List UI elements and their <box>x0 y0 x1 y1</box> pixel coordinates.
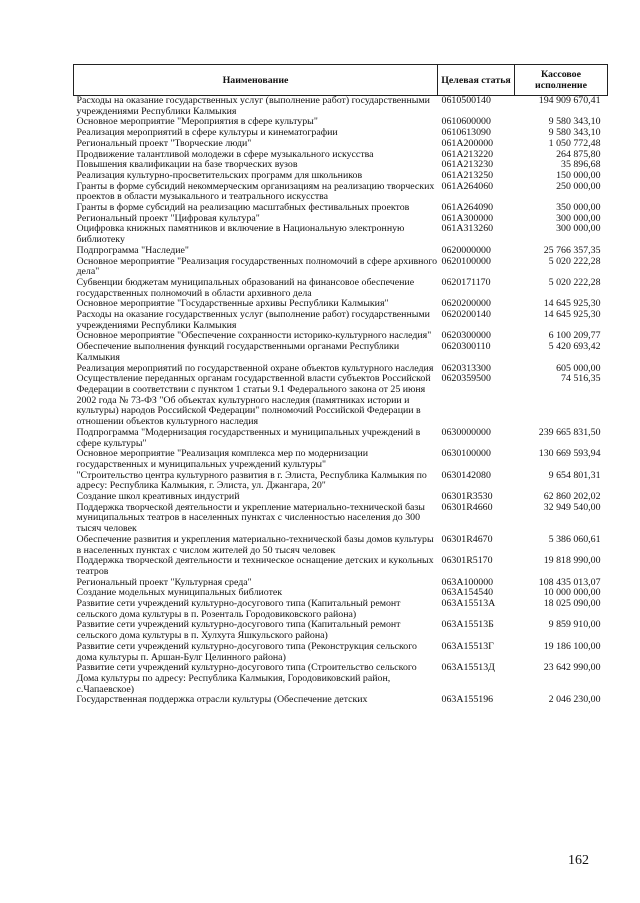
table-row <box>74 257 608 278</box>
row-code-cell: 06301R5170 <box>441 555 493 567</box>
row-amount-cell: 5 386 060,61 <box>548 533 601 545</box>
row-amount-cell: 239 665 831,50 <box>538 426 601 438</box>
row-name-cell: Создание школ креативных индустрий <box>76 491 240 503</box>
row-amount-cell: 1 050 772,48 <box>548 137 601 149</box>
table-row <box>74 663 608 695</box>
row-code-cell: 0620300110 <box>441 341 491 353</box>
row-amount-cell: 23 642 990,00 <box>543 662 601 674</box>
row-name-cell: Основное мероприятие "Реализация комплекса мер по модернизации государственных и муниципальных учреждений культуры" <box>76 448 369 470</box>
row-code-cell: 06301R4660 <box>441 501 493 513</box>
row-name-cell: Расходы на оказание государственных услуг (выполнение работ) государственными учреждениями Республики Калмыкия <box>76 309 430 331</box>
table-row <box>74 224 608 245</box>
row-code-cell: 063A155196 <box>441 694 494 706</box>
header-target-article: Целевая статья <box>438 65 515 96</box>
row-code-cell: 061A200000 <box>441 137 494 149</box>
row-name-cell: Реализация мероприятий в сфере культуры и кинематографии <box>76 127 338 139</box>
row-amount-cell: 14 645 925,30 <box>543 309 601 321</box>
table-row <box>74 246 608 257</box>
row-amount-cell: 150 000,00 <box>556 169 601 181</box>
row-name-cell: Осуществление переданных органам государственной власти субъектов Российской Федерации в соответствии с пунктом 1 статьи 9.1 Федерального закона от 25 июня 2002 года № 73-ФЗ "Об объектах культурного наследия (памятниках истории и культуры) народов Российской Федерации" полномочий Российской Федерации в отношении объектов культурного наследия <box>76 373 431 428</box>
row-name-cell: Поддержка творческой деятельности и укрепление материально-технической базы муниципальных театров в населенных пунктах с численностью населения до 300 тысяч человек <box>76 501 425 535</box>
table-row <box>74 278 608 299</box>
budget-execution-table <box>73 64 608 706</box>
row-code-cell: 061A264060 <box>441 180 494 192</box>
row-amount-cell: 19 186 100,00 <box>543 640 601 652</box>
row-amount-cell: 9 580 343,10 <box>548 116 601 128</box>
row-code-cell: 0610613090 <box>441 127 491 139</box>
row-amount-cell: 2 046 230,00 <box>548 694 601 706</box>
row-name-cell: Развитие сети учреждений культурно-досугового типа (Реконструкция сельского дома культуры п. Аршан-Булг Целинного района) <box>76 640 417 663</box>
row-code-cell: 063A154540 <box>441 587 494 599</box>
row-code-cell: 0630100000 <box>441 448 491 460</box>
row-amount-cell: 605 000,00 <box>556 362 601 374</box>
row-name-cell: Развитие сети учреждений культурно-досугового типа (Капитальный ремонт сельского дома культуры в п. Розенталь Городовиковского района) <box>76 598 401 620</box>
row-amount-cell: 9 654 801,31 <box>548 469 601 481</box>
row-amount-cell: 6 100 209,77 <box>548 330 601 342</box>
row-amount-cell: 108 435 013,07 <box>538 576 601 588</box>
row-name-cell: Региональный проект "Цифровая культура" <box>76 212 260 224</box>
row-name-cell: Реализация культурно-просветительских программ для школьников <box>76 169 363 181</box>
table-row <box>74 310 608 331</box>
row-amount-cell: 5 020 222,28 <box>548 255 601 267</box>
header-name: Наименование <box>74 65 438 96</box>
table-row <box>74 374 608 428</box>
row-code-cell: 063A15513A <box>441 598 496 610</box>
row-amount-cell: 250 000,00 <box>556 180 601 192</box>
row-name-cell: Подпрограмма "Модернизация государственных и муниципальных учреждений в сфере культуры" <box>76 426 421 449</box>
row-code-cell: 0620313300 <box>441 362 491 374</box>
row-name-cell: Региональный проект "Культурная среда" <box>76 576 252 588</box>
row-amount-cell: 300 000,00 <box>556 212 601 224</box>
row-code-cell: 0620300000 <box>441 330 491 342</box>
table-row <box>74 139 608 150</box>
table-row <box>74 695 608 706</box>
table-row <box>74 642 608 663</box>
row-amount-cell: 9 859 910,00 <box>548 619 601 631</box>
row-name-cell: Развитие сети учреждений культурно-досугового типа (Строительство сельского Дома культуры по адресу: Республика Калмыкия, Городовиковский район, с.Чапаевское) <box>76 662 417 695</box>
row-amount-cell: 350 000,00 <box>556 202 601 214</box>
row-name-cell: Основное мероприятие "Мероприятия в сфере культуры" <box>76 116 318 128</box>
row-code-cell: 0620171170 <box>441 276 491 288</box>
table-row <box>74 503 608 535</box>
row-code-cell: 06301R4670 <box>441 533 493 545</box>
row-amount-cell: 35 896,68 <box>561 159 601 171</box>
table-header-row <box>74 65 608 96</box>
row-name-cell: Субвенции бюджетам муниципальных образований на финансовое обеспечение государственных полномочий в области архивного дела <box>76 276 415 299</box>
row-code-cell: 063A15513Б <box>441 619 494 631</box>
row-amount-cell: 18 025 090,00 <box>543 598 601 610</box>
row-amount-cell: 5 020 222,28 <box>548 276 601 288</box>
row-code-cell: 061A213250 <box>441 169 494 181</box>
row-name-cell: Государственная поддержка отрасли культуры (Обеспечение детских <box>76 694 368 706</box>
table-row <box>74 96 608 118</box>
table-row <box>74 620 608 641</box>
row-amount-cell: 74 516,35 <box>561 373 601 385</box>
row-code-cell: 061A300000 <box>441 212 494 224</box>
row-name-cell: Создание модельных муниципальных библиотек <box>76 587 283 599</box>
row-amount-cell: 10 000 000,00 <box>543 587 601 599</box>
row-amount-cell: 19 818 990,00 <box>543 555 601 567</box>
table-row <box>74 449 608 470</box>
row-name-cell: Оцифровка книжных памятников и включение в Национальную электронную библиотеку <box>76 223 405 246</box>
row-code-cell: 0630000000 <box>441 426 491 438</box>
row-amount-cell: 300 000,00 <box>556 223 601 235</box>
row-code-cell: 0620000000 <box>441 244 491 256</box>
row-amount-cell: 32 949 540,00 <box>543 501 601 513</box>
row-name-cell: Расходы на оказание государственных услуг (выполнение работ) государственными учреждениями Республики Калмыкия <box>76 95 430 117</box>
row-code-cell: 0620100000 <box>441 255 491 267</box>
row-name-cell: Обеспечение развития и укрепления материально-технической базы домов культуры в населенных пунктах с числом жителей до 50 тысяч человек <box>76 533 434 556</box>
row-amount-cell: 9 580 343,10 <box>548 127 601 139</box>
row-name-cell: Гранты в форме субсидий некоммерческим организациям на реализацию творческих проектов в области музыкального и театрального искусства <box>76 180 435 203</box>
row-amount-cell: 264 875,80 <box>556 148 601 160</box>
row-code-cell: 0620200000 <box>441 298 491 310</box>
row-name-cell: Подпрограмма "Наследие" <box>76 244 189 256</box>
row-name-cell: "Строительство центра культурного развития в г. Элиста, Республика Калмыкия по адресу: Республика Калмыкия, г. Элиста, ул. Джангара, 20" <box>76 469 427 492</box>
row-name-cell: Основное мероприятие "Реализация государственных полномочий в сфере архивного дела" <box>76 255 438 278</box>
row-name-cell: Развитие сети учреждений культурно-досугового типа (Капитальный ремонт сельского дома культуры в п. Хулхута Яшкульского района) <box>76 619 401 642</box>
row-name-cell: Повышения квалификации на базе творческих вузов <box>76 159 298 171</box>
page-number: 162 <box>568 853 589 868</box>
row-code-cell: 0630142080 <box>441 469 491 481</box>
row-code-cell: 063A15513Г <box>441 640 494 652</box>
row-amount-cell: 62 860 202,02 <box>543 491 601 503</box>
row-code-cell: 063A15513Д <box>441 662 495 674</box>
row-code-cell: 061A264090 <box>441 202 494 214</box>
row-name-cell: Региональный проект "Творческие люди" <box>76 137 252 149</box>
row-code-cell: 06301R3530 <box>441 491 493 503</box>
row-code-cell: 0610600000 <box>441 116 491 128</box>
row-code-cell: 061A213230 <box>441 159 494 171</box>
row-code-cell: 061A213220 <box>441 148 494 160</box>
table-row <box>74 599 608 620</box>
table-row <box>74 428 608 449</box>
row-code-cell: 0620359500 <box>441 373 491 385</box>
row-name-cell: Поддержка творческой деятельности и техническое оснащение детских и кукольных театров <box>76 555 434 577</box>
row-amount-cell: 25 766 357,35 <box>543 244 601 256</box>
row-code-cell: 0620200140 <box>441 309 491 321</box>
row-amount-cell: 14 645 925,30 <box>543 298 601 310</box>
table-row <box>74 342 608 363</box>
row-name-cell: Реализация мероприятий по государственной охране объектов культурного наследия <box>76 362 434 374</box>
row-code-cell: 063A100000 <box>441 576 494 588</box>
row-name-cell: Обеспечение выполнения функций государственными органами Республики Калмыкия <box>76 341 400 363</box>
row-code-cell: 0610500140 <box>441 95 491 106</box>
table-row <box>74 535 608 556</box>
header-cash-execution: Кассовое исполнение <box>515 65 608 96</box>
table-row <box>74 556 608 577</box>
row-amount-cell: 194 909 670,41 <box>538 95 601 106</box>
row-amount-cell: 130 669 593,94 <box>538 448 601 460</box>
row-amount-cell: 5 420 693,42 <box>548 341 601 353</box>
row-name-cell: Основное мероприятие "Обеспечение сохранности историко-культурного наследия" <box>76 330 432 342</box>
table-body <box>74 96 608 707</box>
row-name-cell: Основное мероприятие "Государственные архивы Республики Калмыкия" <box>76 298 389 310</box>
row-code-cell: 061A313260 <box>441 223 494 235</box>
table-row <box>74 471 608 492</box>
table-row <box>74 182 608 203</box>
row-name-cell: Продвижение талантливой молодежи в сфере музыкального искусства <box>76 148 374 160</box>
row-name-cell: Гранты в форме субсидий на реализацию масштабных фестивальных проектов <box>76 202 410 214</box>
